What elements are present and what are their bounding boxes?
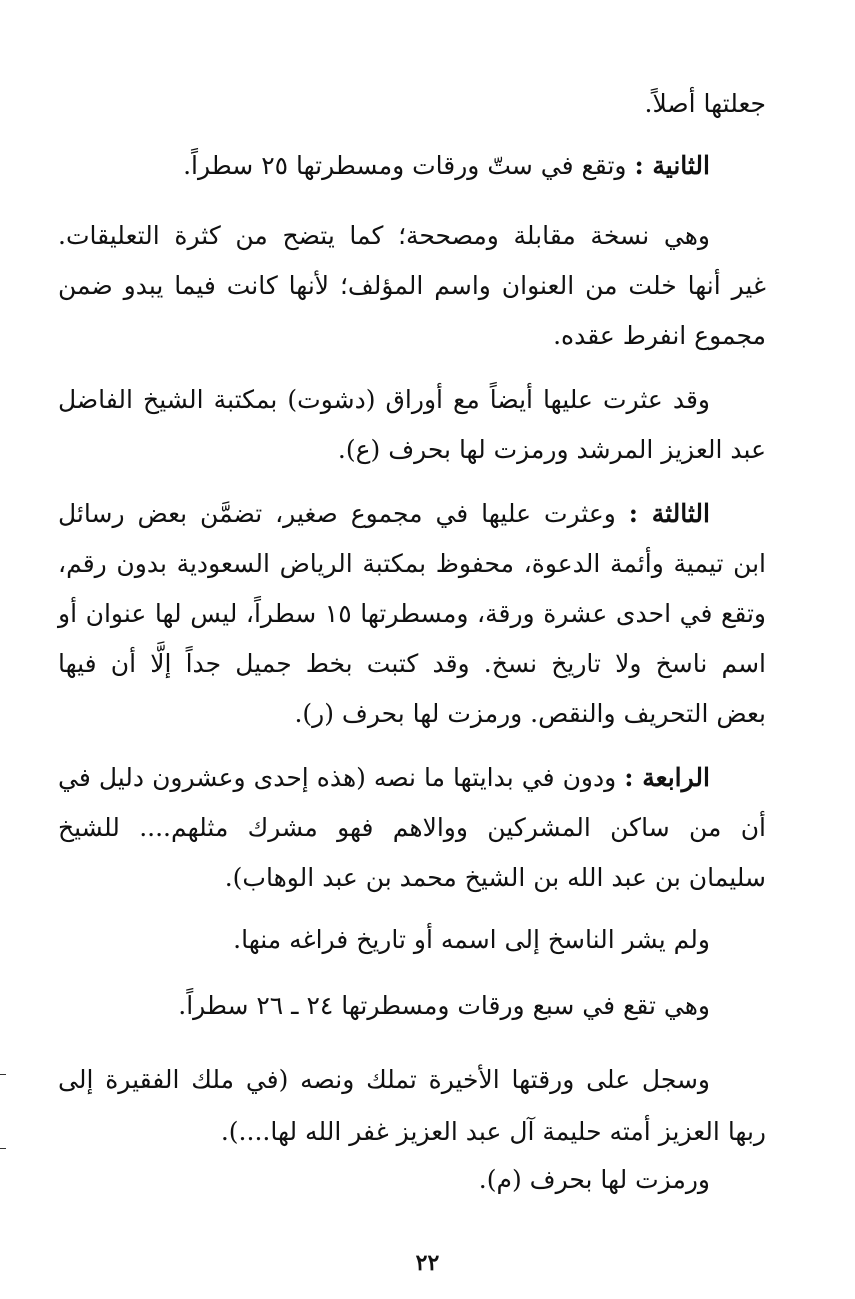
text-line: ربها العزيز أمته حليمة آل عبد العزيز غفر الله لها....). [220, 1117, 766, 1146]
text-line: ابن تيمية وأئمة الدعوة، محفوظ بمكتبة الرياض السعودية بدون رقم، [58, 549, 766, 578]
text-line: وهي نسخة مقابلة ومصححة؛ كما يتضح من كثرة التعليقات. [58, 221, 710, 250]
scan-edge-mark [0, 1148, 6, 1149]
text-line: بعض التحريف والنقص. ورمزت لها بحرف (ر). [294, 699, 766, 728]
text-line: سليمان بن عبد الله بن الشيخ محمد بن عبد الوهاب). [224, 863, 766, 892]
text-line: وهي تقع في سبع ورقات ومسطرتها ٢٤ ـ ٢٦ سطراً. [178, 991, 710, 1020]
text-line: غير أنها خلت من العنوان واسم المؤلف؛ لأنها كانت فيما يبدو ضمن [58, 271, 766, 300]
manuscript-label-second: الثانية : [634, 151, 710, 180]
scan-edge-mark [0, 1074, 6, 1075]
text-line: وسجل على ورقتها الأخيرة تملك ونصه (في ملك الفقيرة إلى [58, 1065, 710, 1094]
manuscript-label-fourth: الرابعة : [624, 763, 710, 792]
text-line: اسم ناسخ ولا تاريخ نسخ. وقد كتبت بخط جميل جداً إلَّا أن فيها [58, 649, 766, 678]
manuscript-label-third: الثالثة : [628, 499, 710, 528]
text-line: عبد العزيز المرشد ورمزت لها بحرف (ع). [337, 435, 766, 464]
text-line: الثانية : وتقع في ستّ ورقات ومسطرتها ٢٥ سطراً. [183, 151, 710, 180]
text-line: وقد عثرت عليها أيضاً مع أوراق (دشوت) بمكتبة الشيخ الفاضل [58, 385, 710, 414]
text-line: ورمزت لها بحرف (م). [478, 1165, 710, 1194]
page-number: ٢٢ [415, 1250, 440, 1276]
text-line: جعلتها أصلاً. [644, 89, 766, 118]
text-line: مجموع انفرط عقده. [553, 321, 766, 350]
document-page [58, 0, 766, 1299]
text-line: ولم يشر الناسخ إلى اسمه أو تاريخ فراغه منها. [233, 925, 710, 954]
text-line: أن من ساكن المشركين ووالاهم فهو مشرك مثلهم.... للشيخ [58, 813, 766, 842]
text-line: وتقع في احدى عشرة ورقة، ومسطرتها ١٥ سطراً، ليس لها عنوان أو [58, 599, 766, 628]
text-line: الرابعة : ودون في بدايتها ما نصه (هذه إحدى وعشرون دليل في [58, 763, 710, 792]
text-line: الثالثة : وعثرت عليها في مجموع صغير، تضمَّن بعض رسائل [58, 499, 710, 528]
